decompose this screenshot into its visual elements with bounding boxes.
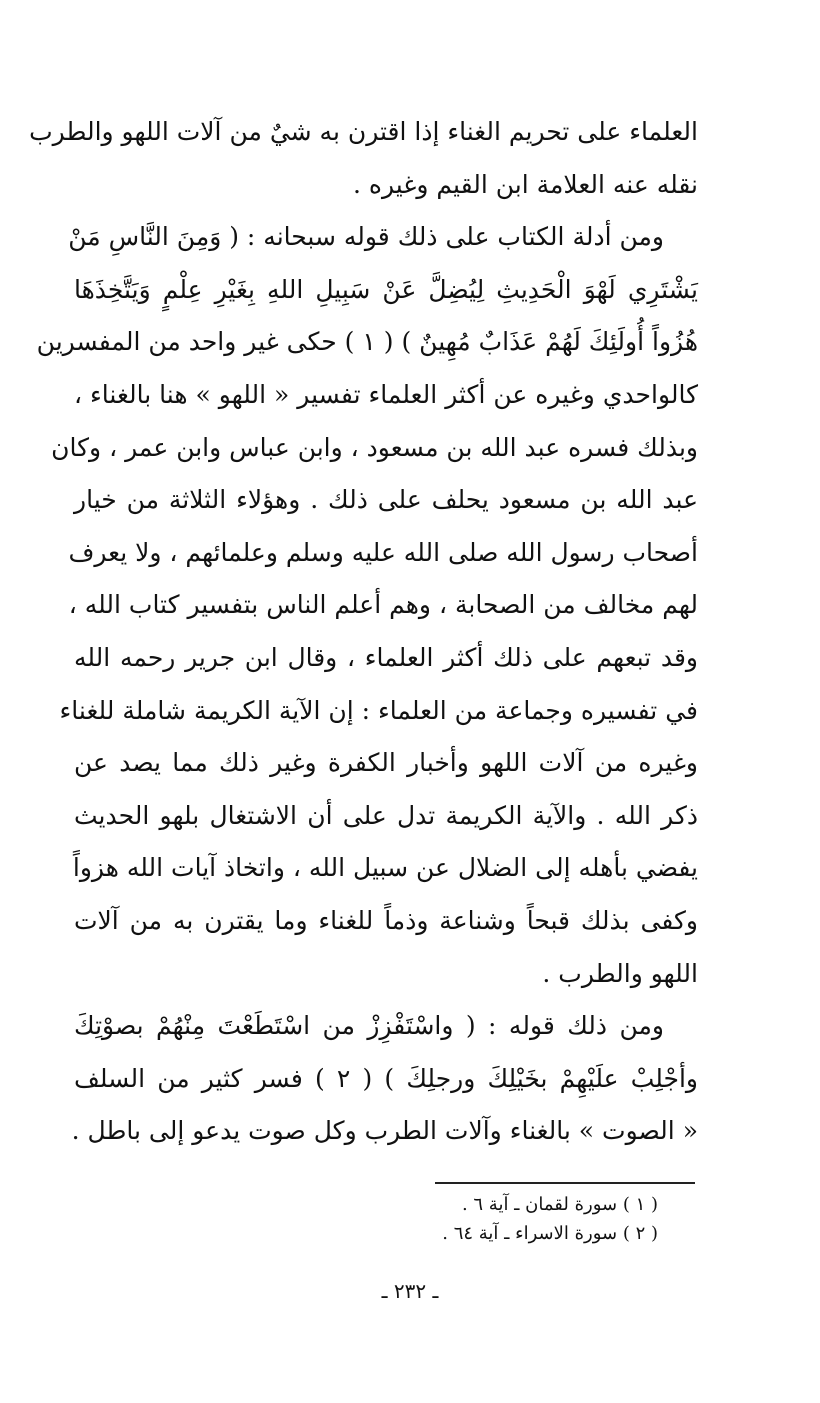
body-text xyxy=(29,106,698,1158)
text-line: أصحاب رسول الله صلى الله عليه وسلم وعلمائهم ، ولا يعرف xyxy=(68,537,698,567)
text-line: يفضي بأهله إلى الضلال عن سبيل الله ، واتخاذ آيات الله هزواً xyxy=(72,853,698,883)
text-line: عبد الله بن مسعود يحلف على ذلك . وهؤلاء الثلاثة من خيار xyxy=(74,485,698,515)
footnotes xyxy=(380,1190,658,1248)
footnote: ( ٢ ) سورة الاسراء ـ آية ٦٤ . xyxy=(442,1223,658,1244)
text-line: يَشْتَرِي لَهْوَ الْحَدِيثِ لِيُضِلَّ عَنْ سَبِيلِ اللهِ بِغَيْرِ عِلْمٍ وَيَتَّخِذَهَا xyxy=(74,274,698,304)
text-line: وقد تبعهم على ذلك أكثر العلماء ، وقال ابن جرير رحمه الله xyxy=(74,642,698,672)
page-number: ـ ٢٣٢ ـ xyxy=(381,1279,439,1303)
text-line: وأجْلِبْ علَيْهِمْ بخَيْلِكَ ورجلِكَ ) ( ٢ ) فسر كثير من السلف xyxy=(74,1063,698,1093)
text-line: هُزُواً أُولَئِكَ لَهُمْ عَذَابٌ مُهِينٌ ) ( ١ ) حكى غير واحد من المفسرين xyxy=(36,327,698,357)
text-line: وبذلك فسره عبد الله بن مسعود ، وابن عباس وابن عمر ، وكان xyxy=(51,432,698,462)
text-line: نقله عنه العلامة ابن القيم وغيره . xyxy=(352,169,698,199)
text-line: لهم مخالف من الصحابة ، وهم أعلم الناس بتفسير كتاب الله ، xyxy=(68,590,698,620)
text-line: العلماء على تحريم الغناء إذا اقترن به شيٌ من آلات اللهو والطرب xyxy=(29,117,698,146)
text-line: ومن أدلة الكتاب على ذلك قوله سبحانه : ( وَمِنَ النَّاسِ مَنْ xyxy=(68,222,664,252)
text-line: ومن ذلك قوله : ( واسْتَفْزِزْ من اسْتَطَعْتَ مِنْهُمْ بصوْتِكَ xyxy=(74,1011,664,1041)
text-line: « الصوت » بالغناء وآلات الطرب وكل صوت يدعو إلى باطل . xyxy=(71,1116,698,1146)
text-line: في تفسيره وجماعة من العلماء : إن الآية الكريمة شاملة للغناء xyxy=(59,695,698,725)
text-line: ذكر الله . والآية الكريمة تدل على أن الاشتغال بلهو الحديث xyxy=(74,800,698,830)
text-line: وغيره من آلات اللهو وأخبار الكفرة وغير ذلك مما يصد عن xyxy=(74,748,698,778)
footnote: ( ١ ) سورة لقمان ـ آية ٦ . xyxy=(461,1194,658,1215)
text-line: وكفى بذلك قبحاً وشناعة وذماً للغناء وما يقترن به من آلات xyxy=(74,905,698,935)
text-line: اللهو والطرب . xyxy=(542,958,698,988)
footnote-divider xyxy=(435,1182,695,1184)
text-line: كالواحدي وغيره عن أكثر العلماء تفسير « اللهو » هنا بالغناء ، xyxy=(74,379,698,409)
